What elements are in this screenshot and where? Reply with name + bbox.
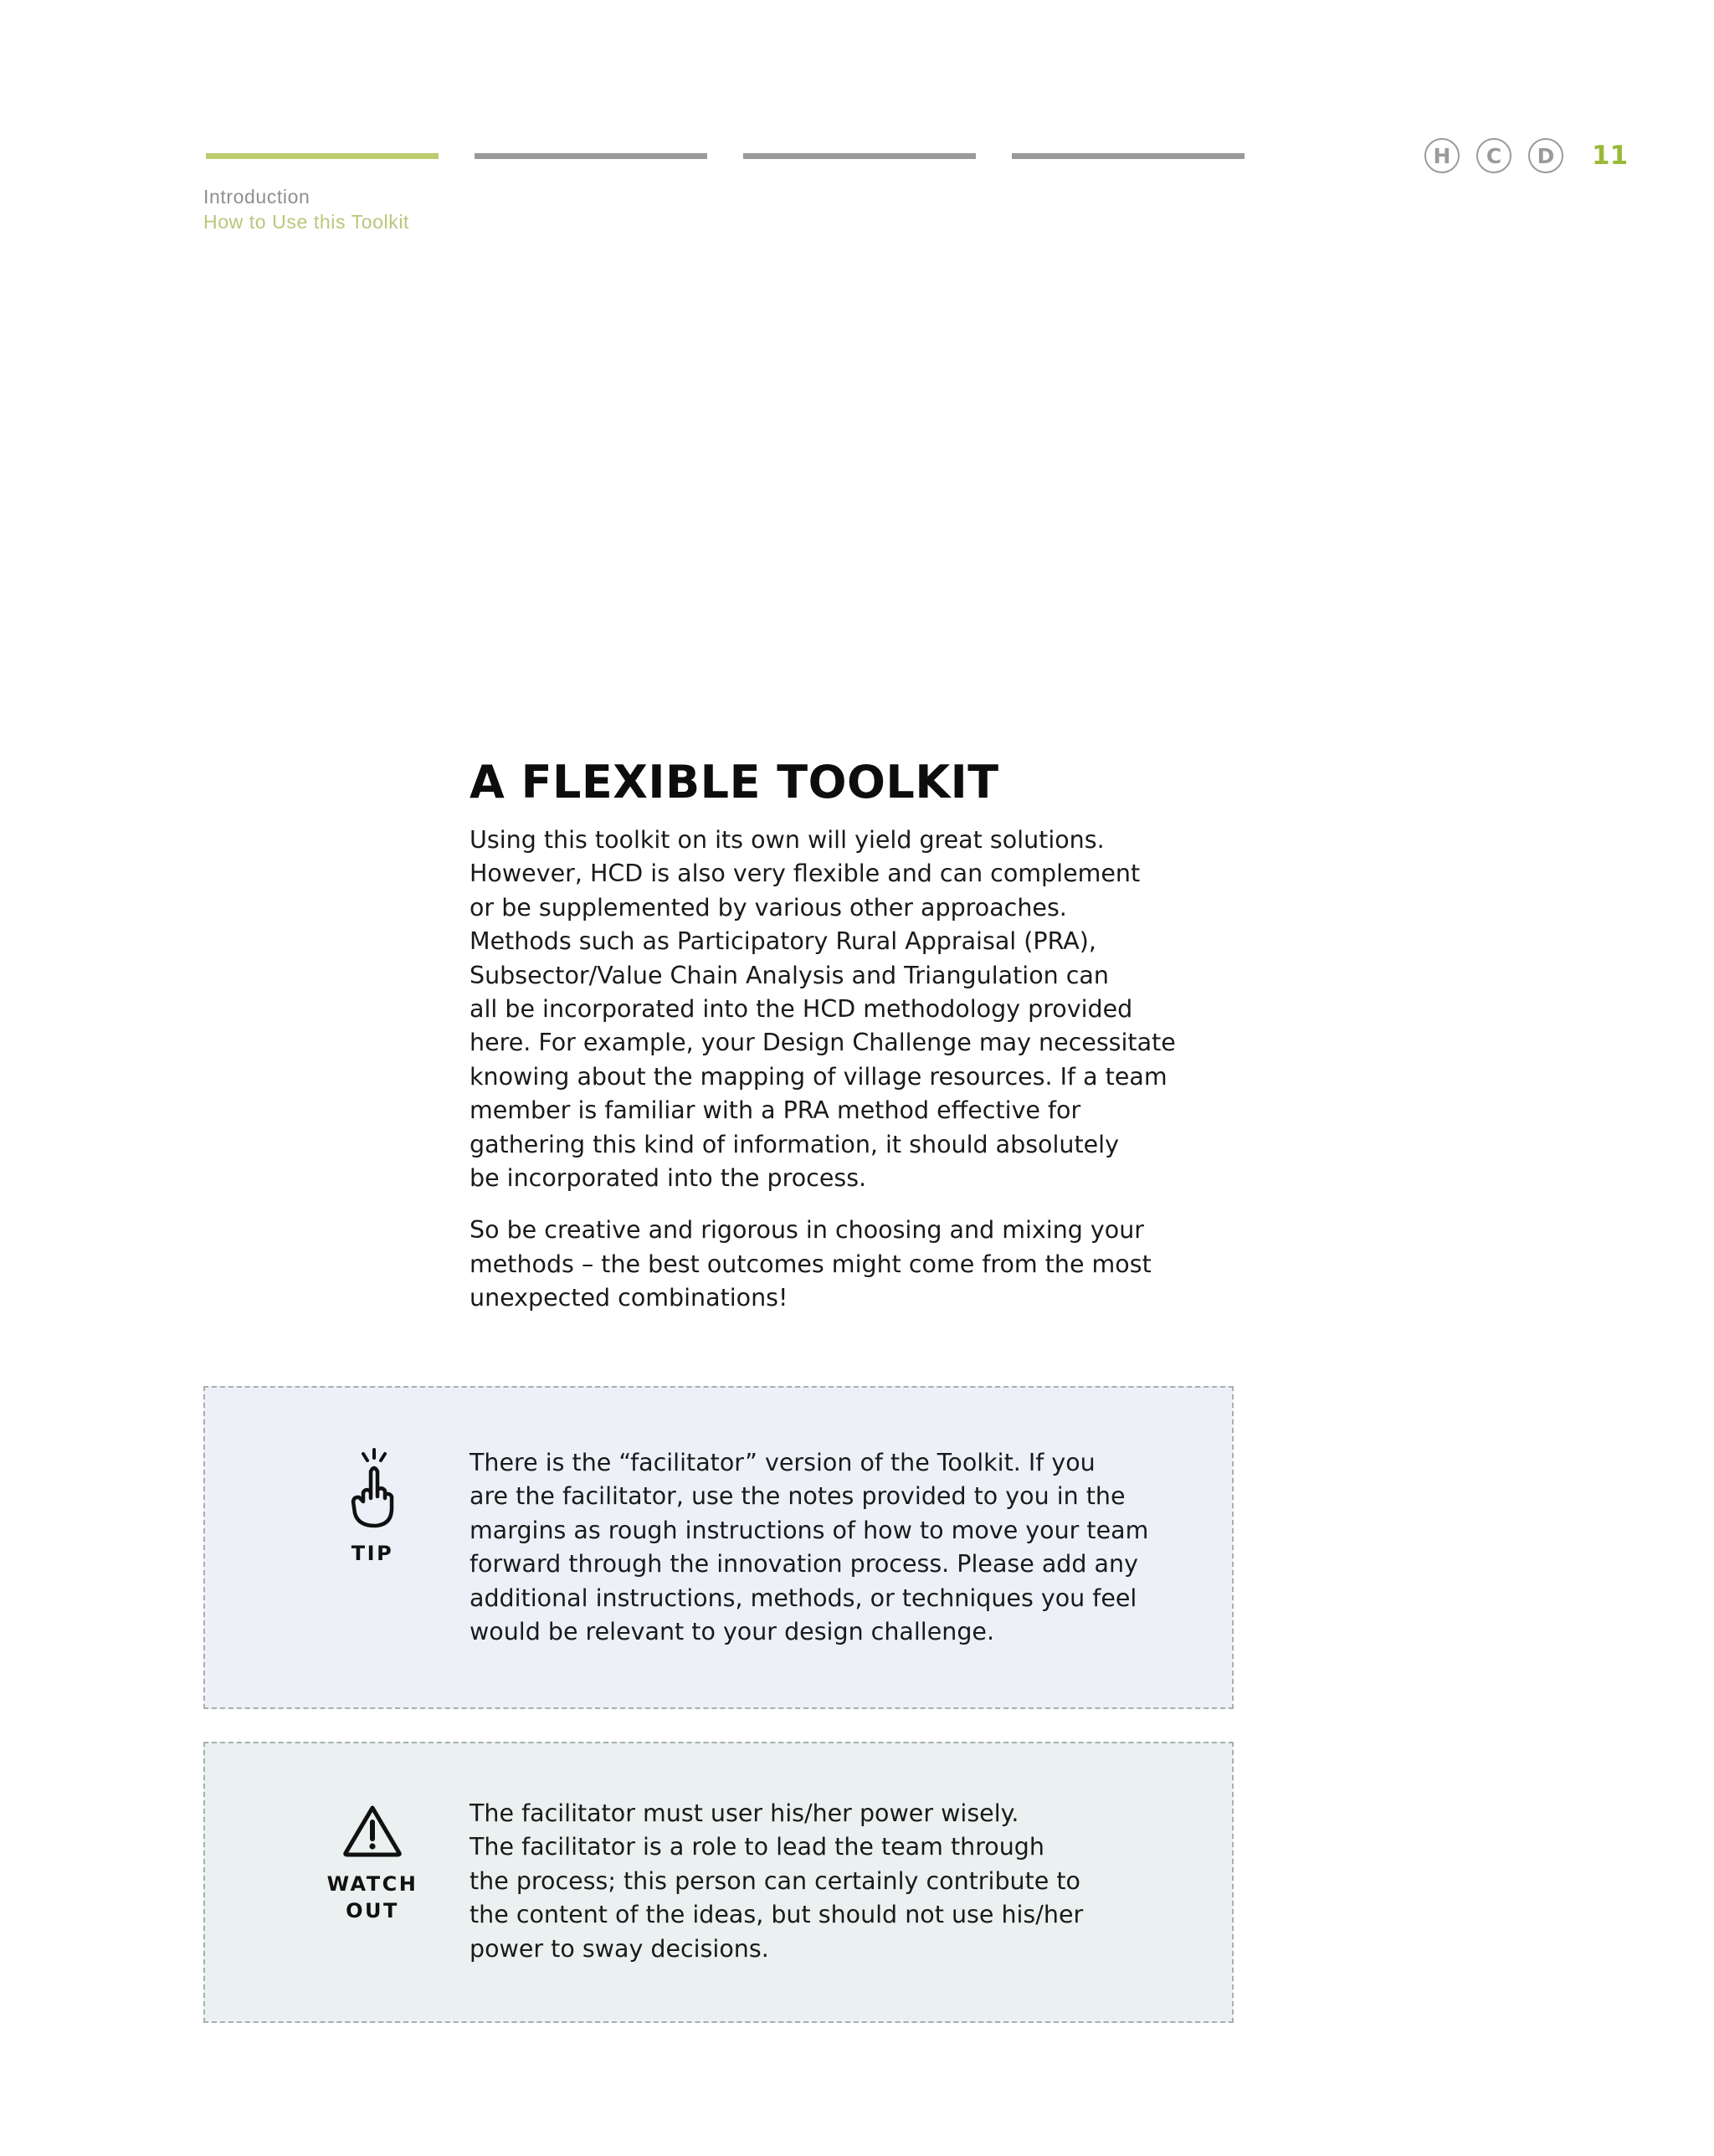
hcd-letter-d: D <box>1528 138 1563 173</box>
watch-out-label: WATCH OUT <box>326 1872 418 1922</box>
tip-icon-wrap <box>289 1446 456 1567</box>
breadcrumb-page: How to Use this Toolkit <box>203 211 410 233</box>
breadcrumb-section: Introduction <box>203 186 310 208</box>
article-paragraph: So be creative and rigorous in choosing and mixing your methods – the best outcomes might come from the most unexpected combinations! <box>470 1216 1152 1312</box>
watch-out-icon-wrap <box>289 1804 456 1924</box>
hcd-letter-h: H <box>1424 138 1460 173</box>
tip-callout <box>203 1386 1234 1709</box>
page-number: 11 <box>1592 141 1629 171</box>
pointing-finger-icon <box>343 1446 402 1530</box>
progress-step-4 <box>1012 153 1244 159</box>
watch-out-text: The facilitator must user his/her power wisely. The facilitator is a role to lead the team through the process; this person can certainly contribute to the content of the ideas, but should not use his/her power to sway decisions. <box>470 1799 1084 1963</box>
hcd-phase-indicator <box>1424 136 1580 175</box>
article-title: A FLEXIBLE TOOLKIT <box>470 756 999 808</box>
progress-step-2 <box>475 153 707 159</box>
breadcrumb <box>203 184 409 234</box>
progress-step-1 <box>206 153 439 159</box>
article <box>470 753 1223 1316</box>
tip-text: There is the “facilitator” version of the Toolkit. If you are the facilitator, use the notes provided to you in the margins as rough instructions of how to move your team forward through the innovation process. Please add any additional instructions, methods, or techniques you feel would be relevant to your design challenge. <box>470 1449 1149 1646</box>
hcd-letter-c: C <box>1476 138 1511 173</box>
progress-step-3 <box>743 153 976 159</box>
watch-out-callout <box>203 1742 1234 2023</box>
article-paragraph: Using this toolkit on its own will yield great solutions. However, HCD is also very flexible and can complement or be supplemented by various other approaches. Methods such as Participatory Rural Appraisal (PRA), Subsector/Value Chain Analysis and Triangulation can all be incorporated into the HCD methodology provided here. For example, your Design Challenge may necessitate knowing about the mapping of village resources. If a team member is familiar with a PRA method effective for gathering this kind of information, it should absolutely be incorporated into the process. <box>470 826 1176 1193</box>
warning-triangle-icon <box>342 1804 403 1857</box>
tip-label: TIP <box>351 1542 394 1565</box>
